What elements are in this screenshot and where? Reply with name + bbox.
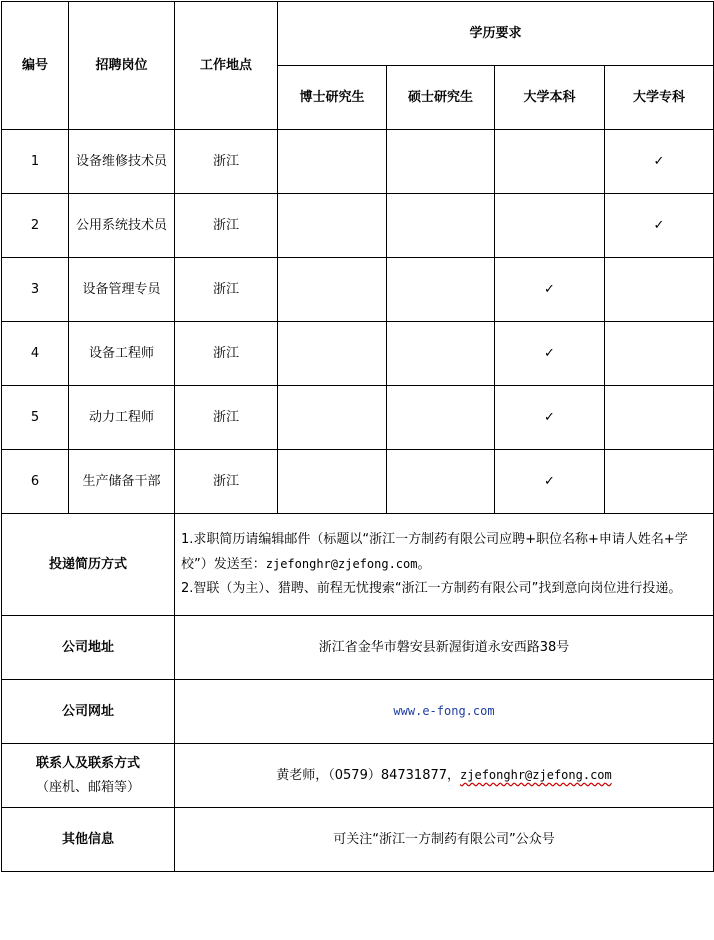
edu-level-bachelor: 大学本科 xyxy=(495,66,605,130)
edu-level-associate: 大学专科 xyxy=(605,66,714,130)
recruitment-table xyxy=(1,1,714,872)
other-row xyxy=(2,808,714,872)
apply-label: 投递简历方式 xyxy=(2,514,175,616)
address-value: 浙江省金华市磐安县新渥街道永安西路38号 xyxy=(175,616,714,680)
check-mark-icon: ✓ xyxy=(495,258,605,322)
job-no: 1 xyxy=(2,130,69,194)
check-mark-icon: ✓ xyxy=(605,194,714,258)
apply-email-link[interactable]: zjefonghr@zjefong.com xyxy=(265,557,418,571)
header-position: 招聘岗位 xyxy=(69,2,175,130)
check-mark-icon: ✓ xyxy=(495,450,605,514)
website-link[interactable]: www.e-fong.com xyxy=(393,704,495,718)
job-location: 浙江 xyxy=(175,258,278,322)
website-row xyxy=(2,680,714,744)
contact-sublabel: （座机、邮箱等） xyxy=(35,779,140,795)
check-mark-icon xyxy=(605,322,714,386)
other-value: 可关注“浙江一方制药有限公司”公众号 xyxy=(175,808,714,872)
check-mark-icon xyxy=(387,450,495,514)
check-mark-icon xyxy=(278,130,387,194)
job-no: 5 xyxy=(2,386,69,450)
header-row xyxy=(2,2,714,66)
check-mark-icon xyxy=(495,194,605,258)
edu-level-master: 硕士研究生 xyxy=(387,66,495,130)
job-location: 浙江 xyxy=(175,386,278,450)
apply-line-2: 2.智联（为主）、猎聘、前程无忧搜索“浙江一方制药有限公司”找到意向岗位进行投递。 xyxy=(181,581,682,596)
job-position: 设备维修技术员 xyxy=(69,130,175,194)
job-row xyxy=(2,322,714,386)
check-mark-icon xyxy=(605,258,714,322)
job-row xyxy=(2,194,714,258)
job-position: 设备管理专员 xyxy=(69,258,175,322)
check-mark-icon xyxy=(387,386,495,450)
job-no: 4 xyxy=(2,322,69,386)
address-label: 公司地址 xyxy=(2,616,175,680)
job-position: 生产储备干部 xyxy=(69,450,175,514)
apply-row xyxy=(2,514,714,616)
apply-instructions xyxy=(175,514,714,616)
check-mark-icon xyxy=(387,130,495,194)
apply-line-1-text: 1.求职简历请编辑邮件（标题以“浙江一方制药有限公司应聘+职位名称+申请人姓名+学校”）发送至： xyxy=(181,532,688,572)
job-location: 浙江 xyxy=(175,450,278,514)
job-no: 2 xyxy=(2,194,69,258)
job-row xyxy=(2,258,714,322)
job-no: 3 xyxy=(2,258,69,322)
check-mark-icon xyxy=(605,450,714,514)
check-mark-icon xyxy=(605,386,714,450)
check-mark-icon: ✓ xyxy=(605,130,714,194)
check-mark-icon xyxy=(278,258,387,322)
address-row xyxy=(2,616,714,680)
check-mark-icon xyxy=(495,130,605,194)
job-row xyxy=(2,130,714,194)
job-position: 公用系统技术员 xyxy=(69,194,175,258)
header-education: 学历要求 xyxy=(278,2,714,66)
job-position: 设备工程师 xyxy=(69,322,175,386)
contact-person-phone: 黄老师，（0579）84731877， xyxy=(276,768,461,783)
check-mark-icon xyxy=(387,194,495,258)
header-no: 编号 xyxy=(2,2,69,130)
job-location: 浙江 xyxy=(175,194,278,258)
apply-line-1-end: 。 xyxy=(417,557,431,572)
contact-row xyxy=(2,744,714,808)
edu-level-phd: 博士研究生 xyxy=(278,66,387,130)
job-no: 6 xyxy=(2,450,69,514)
contact-value xyxy=(175,744,714,808)
job-location: 浙江 xyxy=(175,322,278,386)
job-row xyxy=(2,386,714,450)
contact-email[interactable]: zjefonghr@zjefong.com xyxy=(460,768,612,782)
website-cell xyxy=(175,680,714,744)
check-mark-icon: ✓ xyxy=(495,386,605,450)
check-mark-icon: ✓ xyxy=(495,322,605,386)
contact-label-cell xyxy=(2,744,175,808)
check-mark-icon xyxy=(278,322,387,386)
check-mark-icon xyxy=(278,386,387,450)
job-row xyxy=(2,450,714,514)
check-mark-icon xyxy=(278,450,387,514)
check-mark-icon xyxy=(387,258,495,322)
website-label: 公司网址 xyxy=(2,680,175,744)
job-position: 动力工程师 xyxy=(69,386,175,450)
header-location: 工作地点 xyxy=(175,2,278,130)
other-label: 其他信息 xyxy=(2,808,175,872)
check-mark-icon xyxy=(278,194,387,258)
apply-line-1 xyxy=(181,528,707,577)
job-location: 浙江 xyxy=(175,130,278,194)
contact-label: 联系人及联系方式 xyxy=(35,755,140,771)
check-mark-icon xyxy=(387,322,495,386)
